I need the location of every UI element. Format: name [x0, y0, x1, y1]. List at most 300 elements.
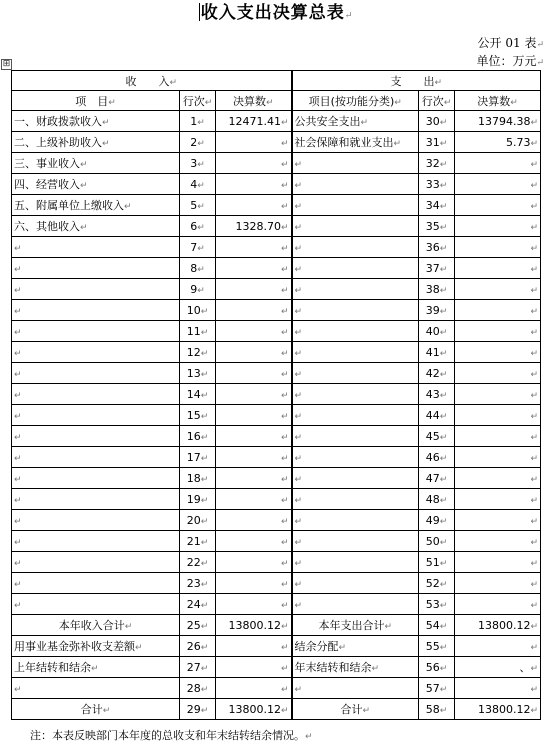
- table-row: [12, 258, 541, 279]
- paragraph-mark-icon: ↵: [200, 705, 209, 716]
- expense-item-cell[interactable]: [292, 594, 419, 615]
- expense-amount-cell[interactable]: [455, 531, 541, 552]
- income-item-cell[interactable]: [12, 384, 180, 405]
- expense-item-cell[interactable]: [292, 573, 419, 594]
- expense-line-cell[interactable]: [419, 258, 455, 279]
- income-item-cell[interactable]: [12, 447, 180, 468]
- expense-line-cell[interactable]: [419, 405, 455, 426]
- expense-line-cell[interactable]: [419, 657, 455, 678]
- table-row: [12, 174, 541, 195]
- expense-amount-cell[interactable]: [455, 426, 541, 447]
- expense-item-cell[interactable]: [292, 384, 419, 405]
- income-amount-cell[interactable]: [216, 426, 292, 447]
- income-item-cell-text: 合计: [80, 703, 103, 716]
- column-header-row: [12, 91, 541, 111]
- income-line-cell[interactable]: [180, 510, 216, 531]
- income-amount-cell[interactable]: [216, 636, 292, 657]
- expense-amount-cell-text: 13794.38: [477, 114, 531, 128]
- expense-amount-cell[interactable]: [455, 615, 541, 636]
- expense-amount-cell[interactable]: [455, 300, 541, 321]
- table-row: [12, 111, 541, 132]
- income-amount-cell[interactable]: [216, 174, 292, 195]
- expense-amount-cell[interactable]: [455, 657, 541, 678]
- income-line-cell[interactable]: [180, 174, 216, 195]
- expense-line-cell-text: 37: [425, 261, 440, 275]
- expense-line-cell[interactable]: [419, 363, 455, 384]
- expense-line-cell-text: 53: [425, 597, 440, 611]
- expense-amount-cell[interactable]: [455, 510, 541, 531]
- expense-item-cell[interactable]: [292, 636, 419, 657]
- expense-amount-cell[interactable]: [455, 132, 541, 153]
- table-row: [12, 678, 541, 699]
- income-item-cell[interactable]: [12, 594, 180, 615]
- col-header-expense-amount: 决算数↵: [455, 91, 541, 111]
- expense-item-cell[interactable]: [292, 321, 419, 342]
- paragraph-mark-icon: ↵: [439, 537, 448, 548]
- paragraph-mark-icon: ↵: [14, 348, 22, 359]
- paragraph-mark-icon: ↵: [200, 537, 209, 548]
- income-amount-cell[interactable]: [216, 447, 292, 468]
- paragraph-mark-icon: ↵: [530, 306, 538, 317]
- expense-item-cell[interactable]: [292, 615, 419, 636]
- expense-amount-cell[interactable]: [455, 678, 541, 699]
- expense-item-cell[interactable]: [292, 426, 419, 447]
- expense-item-cell[interactable]: [292, 489, 419, 510]
- expense-line-cell-text: 36: [425, 240, 440, 254]
- paragraph-mark-icon: ↵: [124, 202, 132, 212]
- expense-item-cell-text: 社会保障和就业支出: [294, 136, 394, 149]
- expense-amount-cell[interactable]: [455, 405, 541, 426]
- income-amount-cell[interactable]: [216, 573, 292, 594]
- paragraph-mark-icon: ↵: [197, 285, 205, 296]
- expense-amount-cell[interactable]: [455, 594, 541, 615]
- expense-item-cell[interactable]: [292, 279, 419, 300]
- expense-amount-cell[interactable]: [455, 342, 541, 363]
- expense-line-cell[interactable]: [419, 342, 455, 363]
- table-row: [12, 510, 541, 531]
- income-item-cell[interactable]: [12, 510, 180, 531]
- expense-line-cell[interactable]: [419, 384, 455, 405]
- income-line-cell-text: 7: [190, 240, 198, 254]
- table-row: [12, 300, 541, 321]
- paragraph-mark-icon: ↵: [294, 369, 303, 380]
- income-item-cell[interactable]: [12, 195, 180, 216]
- expense-item-cell[interactable]: [292, 552, 419, 573]
- paragraph-mark-icon: ↵: [294, 558, 303, 569]
- paragraph-mark-icon: ↵: [530, 264, 538, 275]
- expense-amount-cell[interactable]: [455, 468, 541, 489]
- expense-line-cell[interactable]: [419, 615, 455, 636]
- table-move-handle-icon[interactable]: ⊞: [2, 59, 11, 69]
- expense-line-cell-text: 43: [425, 387, 440, 401]
- paragraph-mark-icon: ↵: [197, 159, 205, 170]
- expense-line-cell[interactable]: [419, 531, 455, 552]
- expense-amount-cell[interactable]: [455, 489, 541, 510]
- expense-item-cell[interactable]: [292, 132, 419, 153]
- expense-line-cell-text: 49: [425, 513, 440, 527]
- income-item-cell[interactable]: [12, 174, 180, 195]
- paragraph-mark-icon: ↵: [102, 118, 110, 128]
- income-amount-cell[interactable]: [216, 300, 292, 321]
- expense-line-cell[interactable]: [419, 279, 455, 300]
- expense-line-cell[interactable]: [419, 321, 455, 342]
- col-header-amount: 决算数↵: [216, 91, 292, 111]
- table-row: [12, 426, 541, 447]
- expense-line-cell[interactable]: [419, 237, 455, 258]
- income-line-cell-text: 28: [186, 681, 201, 695]
- paragraph-mark-icon: ↵: [439, 495, 448, 506]
- income-item-cell[interactable]: [12, 237, 180, 258]
- expense-item-cell[interactable]: [292, 363, 419, 384]
- income-amount-cell[interactable]: [216, 153, 292, 174]
- income-line-cell[interactable]: [180, 468, 216, 489]
- income-item-cell[interactable]: [12, 489, 180, 510]
- paragraph-mark-icon: ↵: [280, 243, 289, 254]
- paragraph-mark-icon: ↵: [280, 663, 289, 674]
- expense-amount-cell[interactable]: [455, 384, 541, 405]
- income-item-cell[interactable]: [12, 279, 180, 300]
- income-line-cell[interactable]: [180, 447, 216, 468]
- expense-item-cell[interactable]: [292, 237, 419, 258]
- income-line-cell-text: 4: [190, 177, 198, 191]
- expense-line-cell[interactable]: [419, 468, 455, 489]
- income-line-cell[interactable]: [180, 678, 216, 699]
- expense-item-cell[interactable]: [292, 216, 419, 237]
- income-line-cell[interactable]: [180, 657, 216, 678]
- paragraph-mark-icon: ↵: [200, 306, 209, 317]
- paragraph-mark-icon: ↵: [439, 348, 448, 359]
- expense-line-cell-text: 31: [425, 135, 440, 149]
- expense-amount-cell[interactable]: [455, 216, 541, 237]
- paragraph-mark-icon: ↵: [294, 201, 303, 212]
- income-line-cell[interactable]: [180, 636, 216, 657]
- expense-line-cell[interactable]: [419, 573, 455, 594]
- income-line-cell[interactable]: [180, 531, 216, 552]
- expense-line-cell[interactable]: [419, 594, 455, 615]
- expense-item-cell[interactable]: [292, 342, 419, 363]
- income-item-cell[interactable]: [12, 153, 180, 174]
- paragraph-mark-icon: ↵: [439, 516, 448, 527]
- income-item-cell[interactable]: [12, 363, 180, 384]
- paragraph-mark-icon: ↵: [280, 474, 289, 485]
- expense-item-cell[interactable]: [292, 300, 419, 321]
- expense-item-cell[interactable]: [292, 447, 419, 468]
- paragraph-mark-icon: ↵: [280, 642, 289, 653]
- paragraph-mark-icon: ↵: [530, 159, 538, 170]
- income-amount-cell[interactable]: [216, 594, 292, 615]
- table-row: [12, 699, 541, 720]
- income-line-cell[interactable]: [180, 342, 216, 363]
- expense-item-cell[interactable]: [292, 699, 419, 720]
- income-line-cell[interactable]: [180, 489, 216, 510]
- expense-line-cell[interactable]: [419, 699, 455, 720]
- paragraph-mark-icon: ↵: [294, 306, 303, 317]
- table-row: [12, 468, 541, 489]
- income-line-cell[interactable]: [180, 132, 216, 153]
- paragraph-mark-icon: ↵: [294, 411, 303, 422]
- income-line-cell-text: 22: [186, 555, 201, 569]
- expense-amount-cell[interactable]: [455, 195, 541, 216]
- income-item-cell[interactable]: [12, 405, 180, 426]
- income-amount-cell[interactable]: [216, 699, 292, 720]
- income-item-cell[interactable]: [12, 699, 180, 720]
- income-line-cell[interactable]: [180, 594, 216, 615]
- income-amount-cell[interactable]: [216, 384, 292, 405]
- paragraph-mark-icon: ↵: [280, 138, 289, 149]
- paragraph-mark-icon: ↵: [439, 621, 448, 632]
- paragraph-mark-icon: ↵: [197, 117, 205, 128]
- summary-table: [11, 70, 541, 720]
- expense-amount-cell[interactable]: [455, 573, 541, 594]
- income-item-cell[interactable]: [12, 321, 180, 342]
- income-line-cell[interactable]: [180, 405, 216, 426]
- expense-item-cell[interactable]: [292, 678, 419, 699]
- expense-item-cell[interactable]: [292, 258, 419, 279]
- income-amount-cell[interactable]: [216, 363, 292, 384]
- income-line-cell-text: 3: [190, 156, 198, 170]
- income-item-cell[interactable]: [12, 657, 180, 678]
- income-item-cell[interactable]: [12, 342, 180, 363]
- income-amount-cell[interactable]: [216, 615, 292, 636]
- paragraph-mark-icon: ↵: [280, 600, 289, 611]
- paragraph-mark-icon: ↵: [439, 138, 448, 149]
- income-line-cell-text: 26: [186, 639, 201, 653]
- income-item-cell[interactable]: [12, 300, 180, 321]
- expense-item-cell[interactable]: [292, 657, 419, 678]
- expense-line-cell[interactable]: [419, 510, 455, 531]
- income-amount-cell[interactable]: [216, 552, 292, 573]
- paragraph-mark-icon: ↵: [280, 180, 289, 191]
- paragraph-mark-icon: ↵: [280, 453, 289, 464]
- paragraph-mark-icon: ↵: [14, 264, 22, 275]
- paragraph-mark-icon: ↵: [294, 579, 303, 590]
- income-line-cell[interactable]: [180, 699, 216, 720]
- col-header-expense-line: 行次↵: [419, 91, 455, 111]
- income-line-cell-text: 11: [186, 324, 201, 338]
- expense-amount-cell[interactable]: [455, 174, 541, 195]
- income-line-cell[interactable]: [180, 300, 216, 321]
- expense-line-cell-text: 42: [425, 366, 440, 380]
- expense-line-cell[interactable]: [419, 426, 455, 447]
- paragraph-mark-icon: ↵: [294, 285, 303, 296]
- paragraph-mark-icon: ↵: [280, 684, 289, 695]
- expense-line-cell[interactable]: [419, 111, 455, 132]
- expense-item-cell[interactable]: [292, 174, 419, 195]
- income-line-cell[interactable]: [180, 258, 216, 279]
- paragraph-mark-icon: ↵: [294, 390, 303, 401]
- expense-line-cell[interactable]: [419, 447, 455, 468]
- income-line-cell-text: 16: [186, 429, 201, 443]
- income-line-cell[interactable]: [180, 426, 216, 447]
- income-line-cell[interactable]: [180, 216, 216, 237]
- paragraph-mark-icon: ↵: [280, 558, 289, 569]
- paragraph-mark-icon: ↵: [530, 285, 538, 296]
- expense-item-cell[interactable]: [292, 510, 419, 531]
- income-line-cell-text: 23: [186, 576, 201, 590]
- income-amount-cell[interactable]: [216, 258, 292, 279]
- income-amount-cell[interactable]: [216, 405, 292, 426]
- expense-amount-cell[interactable]: [455, 552, 541, 573]
- paragraph-mark-icon: ↵: [200, 621, 209, 632]
- paragraph-mark-icon: ↵: [439, 684, 448, 695]
- paragraph-mark-icon: ↵: [530, 138, 538, 149]
- paragraph-mark-icon: ↵: [530, 664, 538, 674]
- expense-line-cell-text: 30: [425, 114, 440, 128]
- paragraph-mark-icon: ↵: [439, 327, 448, 338]
- expense-item-cell[interactable]: [292, 195, 419, 216]
- expense-amount-cell[interactable]: [455, 636, 541, 657]
- paragraph-mark-icon: ↵: [439, 201, 448, 212]
- income-item-cell[interactable]: [12, 258, 180, 279]
- expense-line-cell-text: 39: [425, 303, 440, 317]
- income-line-cell[interactable]: [180, 363, 216, 384]
- paragraph-mark-icon: ↵: [14, 327, 22, 338]
- table-row: [12, 405, 541, 426]
- income-amount-cell-text: 1328.70: [235, 219, 281, 233]
- expense-line-cell[interactable]: [419, 132, 455, 153]
- income-item-cell[interactable]: [12, 132, 180, 153]
- paragraph-mark-icon: ↵: [197, 201, 205, 212]
- expense-line-cell-text: 40: [425, 324, 440, 338]
- income-item-cell[interactable]: [12, 531, 180, 552]
- income-amount-cell[interactable]: [216, 678, 292, 699]
- income-amount-cell[interactable]: [216, 489, 292, 510]
- paragraph-mark-icon: ↵: [530, 369, 538, 380]
- expense-item-cell-text: 本年支出合计: [318, 619, 385, 632]
- table-row: [12, 531, 541, 552]
- paragraph-mark-icon: ↵: [439, 579, 448, 590]
- income-line-cell[interactable]: [180, 615, 216, 636]
- income-line-cell[interactable]: [180, 384, 216, 405]
- paragraph-mark-icon: ↵: [294, 495, 303, 506]
- income-item-cell[interactable]: [12, 678, 180, 699]
- income-line-cell-text: 20: [186, 513, 201, 527]
- income-amount-cell[interactable]: [216, 468, 292, 489]
- income-item-cell[interactable]: [12, 426, 180, 447]
- income-item-cell[interactable]: [12, 615, 180, 636]
- income-line-cell[interactable]: [180, 552, 216, 573]
- income-amount-cell[interactable]: [216, 657, 292, 678]
- table-row: [12, 447, 541, 468]
- income-header: 收 入↵: [12, 71, 292, 91]
- paragraph-mark-icon: ↵: [294, 348, 303, 359]
- table-row: [12, 552, 541, 573]
- expense-item-cell[interactable]: [292, 111, 419, 132]
- income-line-cell[interactable]: [180, 573, 216, 594]
- income-line-cell[interactable]: [180, 237, 216, 258]
- expense-amount-cell[interactable]: [455, 699, 541, 720]
- expense-line-cell[interactable]: [419, 552, 455, 573]
- paragraph-mark-icon: ↵: [530, 411, 538, 422]
- table-row: [12, 636, 541, 657]
- expense-item-cell[interactable]: [292, 468, 419, 489]
- expense-line-cell[interactable]: [419, 195, 455, 216]
- table-row: [12, 237, 541, 258]
- expense-amount-cell[interactable]: [455, 237, 541, 258]
- paragraph-mark-icon: ↵: [530, 579, 538, 590]
- paragraph-mark-icon: ↵: [294, 159, 303, 170]
- income-line-cell[interactable]: [180, 111, 216, 132]
- expense-line-cell-text: 45: [425, 429, 440, 443]
- paragraph-mark-icon: ↵: [439, 285, 448, 296]
- expense-item-cell[interactable]: [292, 531, 419, 552]
- income-item-cell[interactable]: [12, 216, 180, 237]
- income-line-cell[interactable]: [180, 153, 216, 174]
- table-row: [12, 342, 541, 363]
- income-line-cell[interactable]: [180, 195, 216, 216]
- paragraph-mark-icon: ↵: [360, 118, 369, 128]
- expense-item-cell[interactable]: [292, 405, 419, 426]
- expense-line-cell-text: 51: [425, 555, 440, 569]
- table-row: [12, 216, 541, 237]
- expense-amount-cell[interactable]: [455, 279, 541, 300]
- paragraph-mark-icon: ↵: [344, 11, 354, 21]
- income-line-cell[interactable]: [180, 321, 216, 342]
- paragraph-mark-icon: ↵: [371, 664, 380, 674]
- income-item-cell[interactable]: [12, 636, 180, 657]
- income-amount-cell[interactable]: [216, 342, 292, 363]
- income-item-cell[interactable]: [12, 468, 180, 489]
- paragraph-mark-icon: ↵: [280, 369, 289, 380]
- paragraph-mark-icon: ↵: [530, 390, 538, 401]
- table-row: [12, 615, 541, 636]
- expense-line-cell[interactable]: [419, 489, 455, 510]
- income-amount-cell[interactable]: [216, 321, 292, 342]
- paragraph-mark-icon: ↵: [338, 643, 347, 653]
- income-item-cell[interactable]: [12, 573, 180, 594]
- paragraph-mark-icon: ↵: [280, 516, 289, 527]
- expense-line-cell-text: 32: [425, 156, 440, 170]
- income-item-cell[interactable]: [12, 552, 180, 573]
- expense-line-cell[interactable]: [419, 216, 455, 237]
- income-amount-cell[interactable]: [216, 111, 292, 132]
- expense-amount-cell[interactable]: [455, 447, 541, 468]
- expense-line-cell[interactable]: [419, 678, 455, 699]
- income-item-cell-text: 上年结转和结余: [14, 661, 91, 674]
- income-line-cell-text: 19: [186, 492, 201, 506]
- expense-line-cell[interactable]: [419, 153, 455, 174]
- income-amount-cell[interactable]: [216, 237, 292, 258]
- paragraph-mark-icon: ↵: [530, 705, 538, 716]
- expense-line-cell[interactable]: [419, 300, 455, 321]
- expense-amount-cell[interactable]: [455, 258, 541, 279]
- income-amount-cell[interactable]: [216, 195, 292, 216]
- income-amount-cell[interactable]: [216, 531, 292, 552]
- income-item-cell[interactable]: [12, 111, 180, 132]
- paragraph-mark-icon: ↵: [439, 159, 448, 170]
- section-header-row: [12, 71, 541, 91]
- paragraph-mark-icon: ↵: [14, 411, 22, 422]
- expense-line-cell[interactable]: [419, 174, 455, 195]
- income-line-cell[interactable]: [180, 279, 216, 300]
- expense-amount-cell[interactable]: [455, 111, 541, 132]
- income-amount-cell[interactable]: [216, 132, 292, 153]
- income-amount-cell[interactable]: [216, 279, 292, 300]
- paragraph-mark-icon: ↵: [200, 453, 209, 464]
- income-amount-cell[interactable]: [216, 510, 292, 531]
- income-amount-cell[interactable]: [216, 216, 292, 237]
- paragraph-mark-icon: ↵: [14, 579, 22, 590]
- income-item-cell-text: 四、经营收入: [14, 178, 80, 191]
- expense-line-cell[interactable]: [419, 636, 455, 657]
- expense-item-cell[interactable]: [292, 153, 419, 174]
- paragraph-mark-icon: ↵: [280, 495, 289, 506]
- expense-amount-cell[interactable]: [455, 321, 541, 342]
- expense-amount-cell[interactable]: [455, 363, 541, 384]
- paragraph-mark-icon: ↵: [280, 201, 289, 212]
- paragraph-mark-icon: ↵: [530, 453, 538, 464]
- expense-amount-cell[interactable]: [455, 153, 541, 174]
